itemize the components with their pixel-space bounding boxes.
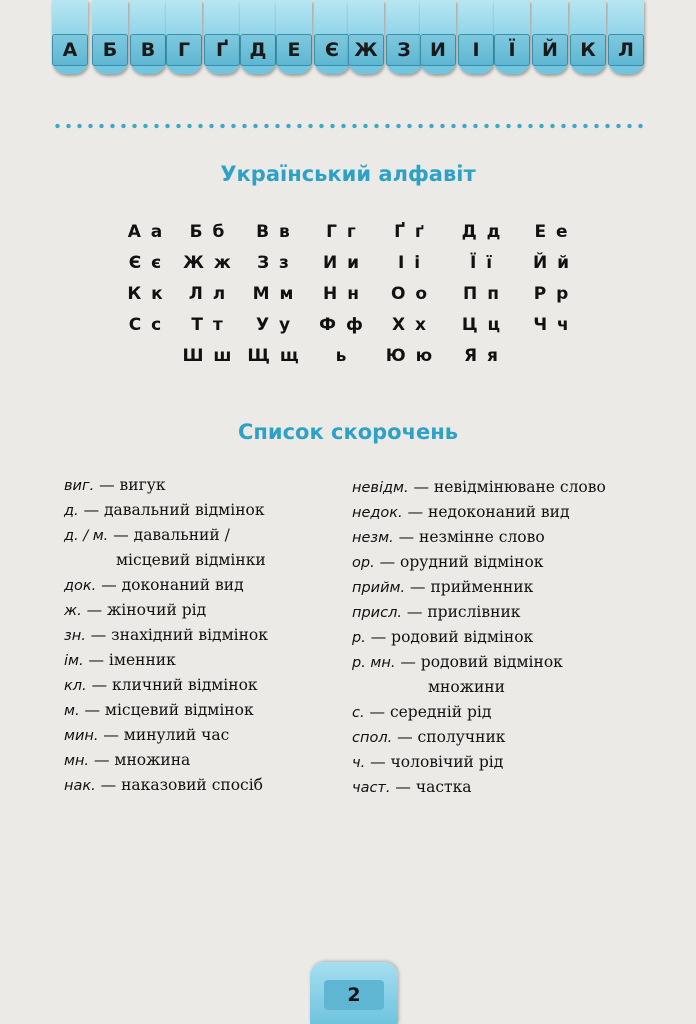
abbreviation-meaning: — знахідний відмінок — [85, 626, 268, 644]
alphabet-tab — [458, 0, 494, 74]
abbreviation-term: ч. — [352, 755, 366, 771]
alphabet-tab-letter: Д — [240, 34, 276, 66]
abbreviation-entry — [64, 476, 166, 494]
abbreviation-term: док. — [64, 578, 97, 594]
alphabet-tab — [204, 0, 240, 74]
alphabet-tab — [52, 0, 88, 74]
alphabet-tab — [166, 0, 202, 74]
abbreviation-meaning: — місцевий відмінок — [79, 701, 254, 719]
alphabet-letter-pair: Н н — [323, 284, 361, 304]
dotted-divider — [52, 122, 646, 130]
abbreviation-term: кл. — [64, 678, 87, 694]
alphabet-letter-pair: І і — [397, 253, 423, 273]
alphabet-letter-pair: Т т — [191, 315, 225, 335]
abbreviation-meaning: — наказовий спосіб — [95, 776, 264, 794]
page-number-tab — [310, 962, 398, 1024]
abbreviation-entry — [64, 751, 190, 769]
alphabet-letter-pair: Й й — [532, 253, 572, 273]
alphabet-letter-pair: Х х — [392, 315, 428, 335]
alphabet-tab — [570, 0, 606, 74]
abbreviation-meaning: місцевий відмінки — [116, 551, 266, 569]
alphabet-tab-letter: А — [52, 34, 88, 66]
abbreviation-meaning: — множина — [89, 751, 191, 769]
abbreviation-entry — [64, 676, 258, 694]
alphabet-tab-strip — [0, 0, 696, 80]
abbreviation-term: част. — [352, 780, 391, 796]
abbreviation-term: ім. — [64, 653, 84, 669]
alphabet-letter-pair: С с — [128, 315, 164, 335]
alphabet-letter-pair: У у — [255, 315, 293, 335]
abbreviation-entry — [64, 701, 254, 719]
abbreviations-title: Список скорочень — [237, 420, 459, 444]
alphabet-letter-pair: Б б — [189, 222, 227, 242]
abbreviation-entry — [352, 503, 570, 521]
alphabet-tab-letter: К — [570, 34, 606, 66]
abbreviation-entry — [64, 776, 263, 794]
alphabet-tab-letter: Б — [92, 34, 128, 66]
abbreviation-meaning: — родовий відмінок — [395, 653, 563, 671]
alphabet-letter-pair: К к — [127, 284, 165, 304]
abbreviation-term: незм. — [352, 530, 394, 546]
alphabet-tab-letter: Г — [166, 34, 202, 66]
abbreviation-entry — [352, 478, 606, 496]
alphabet-letter-pair: И и — [322, 253, 362, 273]
abbreviation-entry — [352, 578, 533, 596]
alphabet-tab-letter: В — [130, 34, 166, 66]
alphabet-letter-pair: Д д — [461, 222, 503, 242]
abbreviation-term: д. — [64, 503, 79, 519]
abbreviation-term: невідм. — [352, 480, 409, 496]
alphabet-letter-pair: О о — [390, 284, 430, 304]
abbreviation-meaning: множини — [428, 678, 505, 696]
abbreviation-term: д. / м. — [64, 528, 109, 544]
abbreviation-entry — [64, 576, 244, 594]
alphabet-letter-pair: З з — [257, 253, 291, 273]
abbreviation-term: недок. — [352, 505, 403, 521]
alphabet-tab — [130, 0, 166, 74]
alphabet-tab — [348, 0, 384, 74]
alphabet-tab-letter: Й — [532, 34, 568, 66]
alphabet-tab — [494, 0, 530, 74]
alphabet-tab — [420, 0, 456, 74]
abbreviation-term: нак. — [64, 778, 96, 794]
alphabet-letter-pair: Л л — [188, 284, 228, 304]
abbreviation-meaning: — прийменник — [405, 578, 534, 596]
alphabet-tab-letter: Ґ — [204, 34, 240, 66]
alphabet-letter-pair: ь — [335, 346, 349, 366]
alphabet-tab — [276, 0, 312, 74]
alphabet-letter-pair: Ї ї — [469, 253, 495, 273]
abbreviation-meaning: — недоконаний вид — [402, 503, 570, 521]
abbreviation-term: мн. — [64, 753, 90, 769]
alphabet-letter-pair: Ґ ґ — [394, 222, 426, 242]
alphabet-letter-pair: П п — [463, 284, 501, 304]
alphabet-letter-pair: В в — [256, 222, 292, 242]
abbreviation-term: зн. — [64, 628, 86, 644]
abbreviation-meaning: — частка — [390, 778, 472, 796]
abbreviation-entry — [64, 526, 230, 544]
alphabet-tab-letter: Е — [276, 34, 312, 66]
alphabet-tab-letter: Є — [314, 34, 350, 66]
abbreviation-term: р. мн. — [352, 655, 396, 671]
alphabet-tab-letter: Ж — [348, 34, 384, 66]
abbreviation-meaning: — прислівник — [401, 603, 521, 621]
abbreviation-entry — [64, 726, 229, 744]
abbreviation-entry — [428, 678, 505, 696]
abbreviation-meaning: — жіночий рід — [81, 601, 207, 619]
abbreviation-entry — [352, 653, 563, 671]
alphabet-tab — [532, 0, 568, 74]
abbreviation-meaning: — доконаний вид — [96, 576, 244, 594]
abbreviation-entry — [352, 778, 472, 796]
abbreviation-meaning: — кличний відмінок — [86, 676, 258, 694]
abbreviation-entry — [64, 501, 265, 519]
abbreviation-entry — [116, 551, 266, 569]
abbreviation-meaning: — незмінне слово — [393, 528, 545, 546]
abbreviation-term: ор. — [352, 555, 375, 571]
abbreviation-meaning: — орудний відмінок — [374, 553, 544, 571]
alphabet-tab — [92, 0, 128, 74]
alphabet-letter-pair: Е е — [534, 222, 570, 242]
alphabet-letter-pair: Ж ж — [183, 253, 233, 273]
alphabet-tab — [386, 0, 422, 74]
alphabet-tab-letter: И — [420, 34, 456, 66]
abbreviation-entry — [352, 603, 520, 621]
abbreviation-entry — [352, 553, 543, 571]
alphabet-letter-pair: Ю ю — [385, 346, 435, 366]
page-number: 2 — [324, 980, 384, 1010]
alphabet-letter-pair: Ц ц — [461, 315, 503, 335]
abbreviation-entry — [352, 753, 503, 771]
alphabet-tab-letter: Ї — [494, 34, 530, 66]
abbreviation-term: прийм. — [352, 580, 406, 596]
abbreviation-entry — [352, 628, 533, 646]
abbreviation-term: спол. — [352, 730, 393, 746]
alphabet-letter-pair: Ф ф — [319, 315, 365, 335]
abbreviation-meaning: — середній рід — [364, 703, 492, 721]
abbreviation-meaning: — давальний відмінок — [78, 501, 265, 519]
alphabet-tab — [314, 0, 350, 74]
abbreviation-term: присл. — [352, 605, 402, 621]
alphabet-letter-pair: Щ щ — [247, 346, 301, 366]
abbreviation-term: ж. — [64, 603, 82, 619]
abbreviation-term: с. — [352, 705, 365, 721]
abbreviation-meaning: — давальний / — [108, 526, 230, 544]
alphabet-tab — [240, 0, 276, 74]
alphabet-letter-pair: Я я — [464, 346, 500, 366]
abbreviation-entry — [352, 528, 545, 546]
abbreviation-meaning: — сполучник — [392, 728, 506, 746]
alphabet-letter-pair: Р р — [533, 284, 571, 304]
abbreviation-meaning: — родовий відмінок — [365, 628, 534, 646]
alphabet-letter-pair: Ч ч — [533, 315, 571, 335]
abbreviation-entry — [64, 601, 206, 619]
abbreviation-term: м. — [64, 703, 80, 719]
alphabet-tab — [608, 0, 644, 74]
abbreviation-entry — [64, 651, 176, 669]
alphabet-letter-pair: Є є — [128, 253, 164, 273]
abbreviation-term: виг. — [64, 478, 95, 494]
abbreviation-meaning: — іменник — [83, 651, 176, 669]
alphabet-title: Український алфавіт — [220, 162, 476, 186]
alphabet-tab-letter: З — [386, 34, 422, 66]
alphabet-letter-pair: М м — [252, 284, 296, 304]
alphabet-letter-pair: Ш ш — [182, 346, 234, 366]
abbreviation-entry — [352, 728, 505, 746]
abbreviation-entry — [64, 626, 268, 644]
abbreviation-meaning: — невідмінюване слово — [408, 478, 606, 496]
abbreviation-entry — [352, 703, 491, 721]
alphabet-letter-pair: А а — [127, 222, 165, 242]
abbreviation-meaning: — минулий час — [98, 726, 230, 744]
abbreviation-term: р. — [352, 630, 366, 646]
abbreviation-meaning: — вигук — [94, 476, 166, 494]
alphabet-tab-letter: І — [458, 34, 494, 66]
abbreviation-term: мин. — [64, 728, 99, 744]
alphabet-grid — [0, 222, 696, 382]
alphabet-letter-pair: Г г — [326, 222, 358, 242]
alphabet-tab-letter: Л — [608, 34, 644, 66]
abbreviation-meaning: — чоловічий рід — [365, 753, 504, 771]
